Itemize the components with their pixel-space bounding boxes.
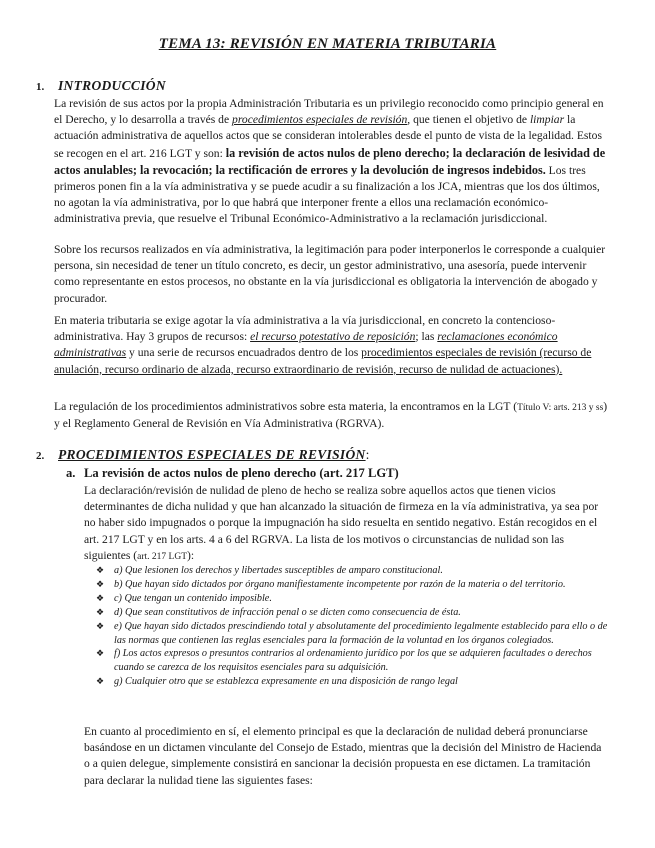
nulidad-paragraph-1 xyxy=(84,483,609,565)
list-item-text: a) Que lesionen los derechos y libertades susceptibles de amparo constitucional. xyxy=(114,565,443,576)
diamond-bullet-icon: ❖ xyxy=(96,592,105,603)
text-run: ; las xyxy=(415,330,438,344)
list-item xyxy=(96,606,608,620)
diamond-bullet-icon: ❖ xyxy=(96,676,105,687)
text-run: En materia tributaria se exige agotar la vía administrativa a la vía jurisdiccional, en concreto la contencioso-administrativa. Hay 3 grupos de recursos: xyxy=(54,314,556,344)
text-run: La regulación de los procedimientos administrativos sobre esta materia, la encontramos en la LGT ( xyxy=(54,400,518,413)
diamond-bullet-icon: ❖ xyxy=(96,606,105,617)
subsection-a-heading xyxy=(66,466,399,481)
text-run: Los tres primeros ponen fin a la vía administrativa y se puede acudir a su finalización a los JCA, mientras que los dos últimos, no agotan la vía administrativa, por lo que habrá que interponer frente a ellos una reclamación económico-administrativa previa, que resuelve el Tribunal Económico-Administrativo a la reclamación jurisdiccional. xyxy=(54,163,600,226)
list-item xyxy=(96,564,608,578)
procedimientos-list-underlined: procedimientos especiales de revisión (recurso de anulación, recurso ordinario de alzada, recurso extraordinario de revisión, recurso de nulidad de actuaciones). xyxy=(54,346,592,376)
section-1-number: 1. xyxy=(36,81,45,93)
text-run: ): xyxy=(187,548,195,562)
list-item xyxy=(96,647,608,675)
section-2-heading xyxy=(36,447,369,463)
section-1-title: INTRODUCCIÓN xyxy=(58,78,166,93)
text-run: la actuación administrativa de aquellos actos que se consideran intolerables desde el punto de vista de la legalidad. Estos se recogen en el art. 216 LGT y son: xyxy=(54,113,602,160)
section-1-heading xyxy=(36,78,166,94)
intro-paragraph-3 xyxy=(54,313,610,378)
text-run: y una serie de recursos encuadrados dentro de los xyxy=(126,346,362,360)
intro-paragraph-4 xyxy=(54,399,610,432)
legal-reference: art. 217 LGT xyxy=(137,551,188,562)
legal-reference: Título V: arts. 213 y ss xyxy=(517,403,604,413)
diamond-bullet-icon: ❖ xyxy=(96,578,105,589)
diamond-bullet-icon: ❖ xyxy=(96,565,105,575)
section-2-number: 2. xyxy=(36,450,45,462)
nulidad-paragraph-2: En cuanto al procedimiento en sí, el elemento principal es que la declaración de nulidad deberá pronunciarse basándose en un dictamen vinculante del Consejo de Estado, mientras que la decisión del Ministro de Hacienda o a quien delegue, simplemente consistirá en sancionar la decisión propuesta en ese dictamen. La tramitación para declarar la nulidad tiene las siguientes fases: xyxy=(84,725,602,787)
list-item-text: g) Cualquier otro que se establezca expresamente en una disposición de rango legal xyxy=(114,676,458,688)
list-item-text: c) Que tengan un contenido imposible. xyxy=(114,592,272,604)
diamond-bullet-icon: ❖ xyxy=(96,620,105,631)
list-item-text: b) Que hayan sido dictados por órgano manifiestamente incompetente por razón de la materia o del territorio. xyxy=(114,578,566,590)
section-2-colon: : xyxy=(365,447,370,462)
text-run: La revisión de sus actos por la propia Administración Tributaria es un privilegio reconocido como principio general en el Derecho, y lo desarrolla a través de xyxy=(54,97,604,127)
diamond-bullet-icon: ❖ xyxy=(96,648,105,659)
list-item-text: f) Los actos expresos o presuntos contrarios al ordenamiento jurídico por los que se adquieren facultades o derechos cuando se carezca de los requisitos esenciales para su adquisición. xyxy=(114,648,592,674)
page-title: TEMA 13: REVISIÓN EN MATERIA TRIBUTARIA xyxy=(158,36,497,52)
nulidad-causes-list xyxy=(96,564,608,689)
list-item xyxy=(96,620,608,648)
reclamaciones-link: reclamaciones económico administrativas xyxy=(54,330,558,360)
list-item-text: e) Que hayan sido dictados prescindiendo total y absolutamente del procedimiento legalmente establecido para ello o de las normas que contienen las reglas esenciales para la formación de la voluntad en los órganos colegiados. xyxy=(114,620,608,646)
special-revision-link: procedimientos especiales de revisión xyxy=(232,113,408,127)
text-run: , que tienen el objetivo de xyxy=(407,113,530,127)
reposicion-link: el recurso potestativo de reposición xyxy=(250,330,416,344)
list-item-text: d) Que sean constitutivos de infracción penal o se dicten como consecuencia de ésta. xyxy=(114,606,461,618)
list-item xyxy=(96,578,608,592)
section-2-title: PROCEDIMIENTOS ESPECIALES DE REVISIÓN xyxy=(58,447,366,462)
intro-paragraph-2: Sobre los recursos realizados en vía administrativa, la legitimación para poder interponerlos le corresponde a cualquier persona, sin necesidad de tener un título concreto, es decir, un gestor administrativo, una asesoría, puede intervenir como representante en estos procesos, no obstante en la vía jurisdiccional es obligatoria la intervención de abogado y procurador. xyxy=(54,243,606,305)
text-run: La declaración/revisión de nulidad de pleno de hecho se realiza sobre aquellos actos que tienen vicios determinantes de dicha nulidad y que han alcanzado la situación de firmeza en la vía administrativa, ya sea por no haber sido impugnados o porque la impugnación ha sido resuelta en sentido negativo. Están recogidos en el art. 217 LGT y en los arts. 4 a 6 del RGRVA. La lista de los motivos o circunstancias de nulidad son las siguientes ( xyxy=(84,484,599,562)
list-item xyxy=(96,592,608,606)
list-item xyxy=(96,675,608,689)
subsection-a-title: La revisión de actos nulos de pleno derecho (art. 217 LGT) xyxy=(84,466,399,480)
text-run: ) y el Reglamento General de Revisión en Vía Administrativa (RGRVA). xyxy=(54,400,608,431)
emphasis-limpiar: limpiar xyxy=(529,113,565,127)
revision-types-bold: la revisión de actos nulos de pleno derecho; la declaración de lesividad de actos anulables; la revocación; la rectificación de errores y la devolución de ingresos indebidos. xyxy=(54,145,606,177)
subsection-a-letter: a. xyxy=(66,466,76,480)
intro-paragraph-1 xyxy=(54,96,610,228)
